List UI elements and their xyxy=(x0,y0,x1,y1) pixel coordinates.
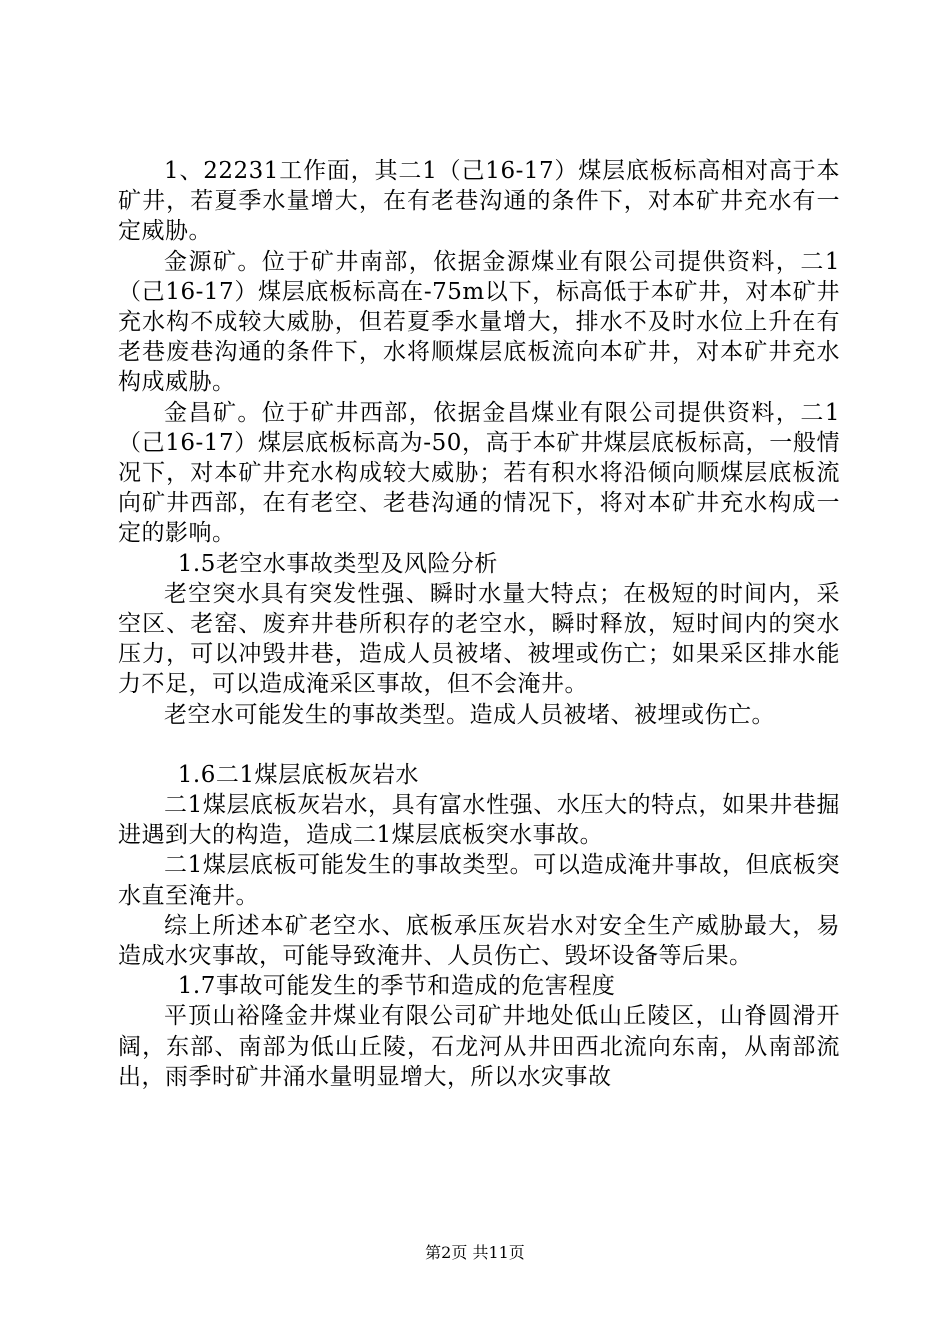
paragraph-jinyuan-mine: 金源矿。位于矿井南部，依据金源煤业有限公司提供资料，二1（己16-17）煤层底板标高在-75m以下，标高低于本矿井，对本矿井充水构不成较大威胁，但若夏季水量增大，排水不及时水位上升在有老巷废巷沟通的条件下，水将顺煤层底板流向本矿井，对本矿井充水构成威胁。 xyxy=(118,248,840,396)
paragraph-old-goaf-accident-type: 老空水可能发生的事故类型。造成人员被堵、被埋或伤亡。 xyxy=(164,701,775,728)
section-heading-1-6: 1.6二1煤层底板灰岩水 xyxy=(177,761,420,788)
document-body xyxy=(118,156,840,1092)
paragraph-floor-limestone-water: 二1煤层底板灰岩水，具有富水性强、水压大的特点，如果井巷掘进遇到大的构造，造成二1煤层底板突水事故。 xyxy=(118,792,840,849)
section-heading-1-5: 1.5老空水事故类型及风险分析 xyxy=(177,550,498,577)
paragraph-spacer xyxy=(118,730,840,760)
paragraph-old-goaf-water: 老空突水具有突发性强、瞬时水量大特点；在极短的时间内，采空区、老窑、废弃井巷所积存的老空水，瞬时释放，短时间内的突水压力，可以冲毁井巷，造成人员被堵、被埋或伤亡；如果采区排水能力不足，可以造成淹采区事故，但不会淹井。 xyxy=(118,580,840,698)
paragraph-geography: 平顶山裕隆金井煤业有限公司矿井地处低山丘陵区，山脊圆滑开阔，东部、南部为低山丘陵，石龙河从井田西北流向东南，从南部流出，雨季时矿井涌水量明显增大，所以水灾事故 xyxy=(118,1003,840,1090)
page-number-label: 第2页 共11页 xyxy=(425,1243,525,1262)
paragraph-22231-workface: 1、22231工作面，其二1（己16-17）煤层底板标高相对高于本矿井，若夏季水量增大，在有老巷沟通的条件下，对本矿井充水有一定威胁。 xyxy=(118,158,840,245)
paragraph-summary: 综上所述本矿老空水、底板承压灰岩水对安全生产威胁最大，易造成水灾事故，可能导致淹井、人员伤亡、毁坏设备等后果。 xyxy=(118,912,840,970)
paragraph-floor-accident-type: 二1煤层底板可能发生的事故类型。可以造成淹井事故，但底板突水直至淹井。 xyxy=(118,852,840,909)
paragraph-jinchang-mine: 金昌矿。位于矿井西部，依据金昌煤业有限公司提供资料，二1（己16-17）煤层底板标高为-50，高于本矿井煤层底板标高，一般情况下，对本矿井充水构成较大威胁；若有积水将沿倾向顺煤层底板流向矿井西部，在有老空、老巷沟通的情况下，将对本矿井充水构成一定的影响。 xyxy=(118,399,840,547)
section-heading-1-7: 1.7事故可能发生的季节和造成的危害程度 xyxy=(177,973,616,1000)
page-footer xyxy=(0,1243,950,1263)
